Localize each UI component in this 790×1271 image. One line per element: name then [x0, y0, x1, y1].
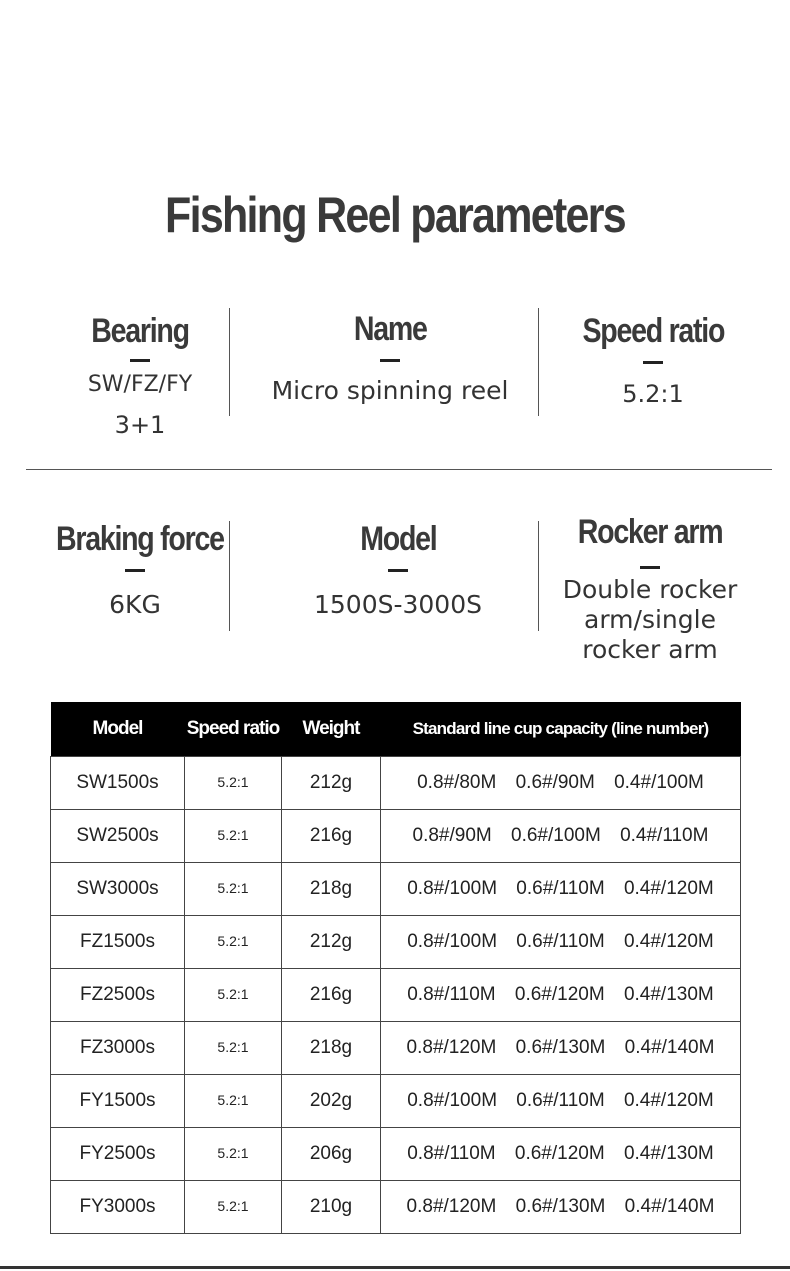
- table-row: [51, 1127, 741, 1180]
- bottom-border: [0, 1266, 790, 1269]
- dash-divider: [380, 359, 400, 362]
- cell-model: FY3000s: [51, 1180, 185, 1233]
- cell-capacity: 0.8#/110M 0.6#/120M 0.4#/130M: [381, 1127, 741, 1180]
- cell-model: SW3000s: [51, 862, 185, 915]
- table-row: [51, 1021, 741, 1074]
- cell-model: SW1500s: [51, 756, 185, 809]
- param-label: Model: [359, 520, 437, 558]
- dash-divider: [130, 359, 150, 362]
- param-value: 6KG: [109, 590, 161, 619]
- cell-speed-ratio: 5.2:1: [185, 756, 282, 809]
- dash-divider: [640, 566, 660, 569]
- table-row: [51, 915, 741, 968]
- header-model: Model: [51, 702, 185, 756]
- cell-speed-ratio: 5.2:1: [185, 915, 282, 968]
- cell-capacity: 0.8#/100M 0.6#/110M 0.4#/120M: [381, 862, 741, 915]
- cell-weight: 212g: [282, 915, 381, 968]
- dash-divider: [643, 361, 663, 364]
- param-value: arm/single: [584, 605, 716, 634]
- table-row: [51, 1180, 741, 1233]
- param-value: Micro spinning reel: [271, 376, 509, 405]
- cell-weight: 218g: [282, 1021, 381, 1074]
- header-weight: Weight: [282, 702, 381, 756]
- cell-model: FZ3000s: [51, 1021, 185, 1074]
- cell-weight: 206g: [282, 1127, 381, 1180]
- table-row: [51, 862, 741, 915]
- cell-speed-ratio: 5.2:1: [185, 968, 282, 1021]
- cell-capacity: 0.8#/110M 0.6#/120M 0.4#/130M: [381, 968, 741, 1021]
- param-label: Speed ratio: [582, 312, 724, 350]
- param-value: 1500S-3000S: [313, 590, 482, 619]
- table-row: [51, 756, 741, 809]
- cell-capacity: 0.8#/120M 0.6#/130M 0.4#/140M: [381, 1180, 741, 1233]
- cell-weight: 218g: [282, 862, 381, 915]
- cell-capacity: 0.8#/100M 0.6#/110M 0.4#/120M: [381, 915, 741, 968]
- table-row: [51, 809, 741, 862]
- cell-capacity: 0.8#/80M 0.6#/90M 0.4#/100M: [381, 756, 741, 809]
- cell-weight: 210g: [282, 1180, 381, 1233]
- cell-capacity: 0.8#/90M 0.6#/100M 0.4#/110M: [381, 809, 741, 862]
- column-divider: [538, 521, 539, 631]
- cell-capacity: 0.8#/100M 0.6#/110M 0.4#/120M: [381, 1074, 741, 1127]
- header-capacity: Standard line cup capacity (line number): [381, 702, 741, 756]
- cell-weight: 216g: [282, 809, 381, 862]
- column-divider: [538, 308, 539, 416]
- param-value: 3+1: [114, 411, 166, 439]
- table-row: [51, 968, 741, 1021]
- param-label: Bearing: [91, 312, 189, 350]
- param-name: [240, 310, 540, 405]
- section-divider: [26, 469, 772, 470]
- dash-divider: [125, 569, 145, 572]
- param-rocker-arm: [540, 513, 760, 665]
- header-speed-ratio: Speed ratio: [185, 702, 282, 756]
- table-header-row: [51, 702, 741, 756]
- param-value: 5.2:1: [622, 380, 684, 408]
- page-title: Fishing Reel parameters: [165, 187, 625, 243]
- cell-speed-ratio: 5.2:1: [185, 1180, 282, 1233]
- cell-speed-ratio: 5.2:1: [185, 1021, 282, 1074]
- param-value: rocker arm: [582, 635, 718, 664]
- param-braking-force: [40, 520, 230, 619]
- cell-weight: 216g: [282, 968, 381, 1021]
- param-speed-ratio: [548, 312, 758, 408]
- cell-speed-ratio: 5.2:1: [185, 862, 282, 915]
- cell-weight: 202g: [282, 1074, 381, 1127]
- column-divider: [229, 521, 230, 631]
- param-value: Double rocker: [562, 575, 738, 604]
- cell-speed-ratio: 5.2:1: [185, 809, 282, 862]
- cell-speed-ratio: 5.2:1: [185, 1074, 282, 1127]
- param-label: Braking force: [55, 520, 224, 558]
- cell-weight: 212g: [282, 756, 381, 809]
- param-model: [248, 520, 548, 619]
- param-label: Name: [353, 310, 427, 348]
- column-divider: [229, 308, 230, 416]
- spec-table: [50, 702, 741, 1234]
- dash-divider: [388, 569, 408, 572]
- param-value: SW/FZ/FY: [87, 372, 193, 397]
- param-bearing: [50, 312, 230, 439]
- cell-model: FZ1500s: [51, 915, 185, 968]
- cell-speed-ratio: 5.2:1: [185, 1127, 282, 1180]
- cell-model: SW2500s: [51, 809, 185, 862]
- param-label: Rocker arm: [577, 513, 723, 551]
- cell-model: FY1500s: [51, 1074, 185, 1127]
- table-row: [51, 1074, 741, 1127]
- cell-model: FY2500s: [51, 1127, 185, 1180]
- cell-capacity: 0.8#/120M 0.6#/130M 0.4#/140M: [381, 1021, 741, 1074]
- cell-model: FZ2500s: [51, 968, 185, 1021]
